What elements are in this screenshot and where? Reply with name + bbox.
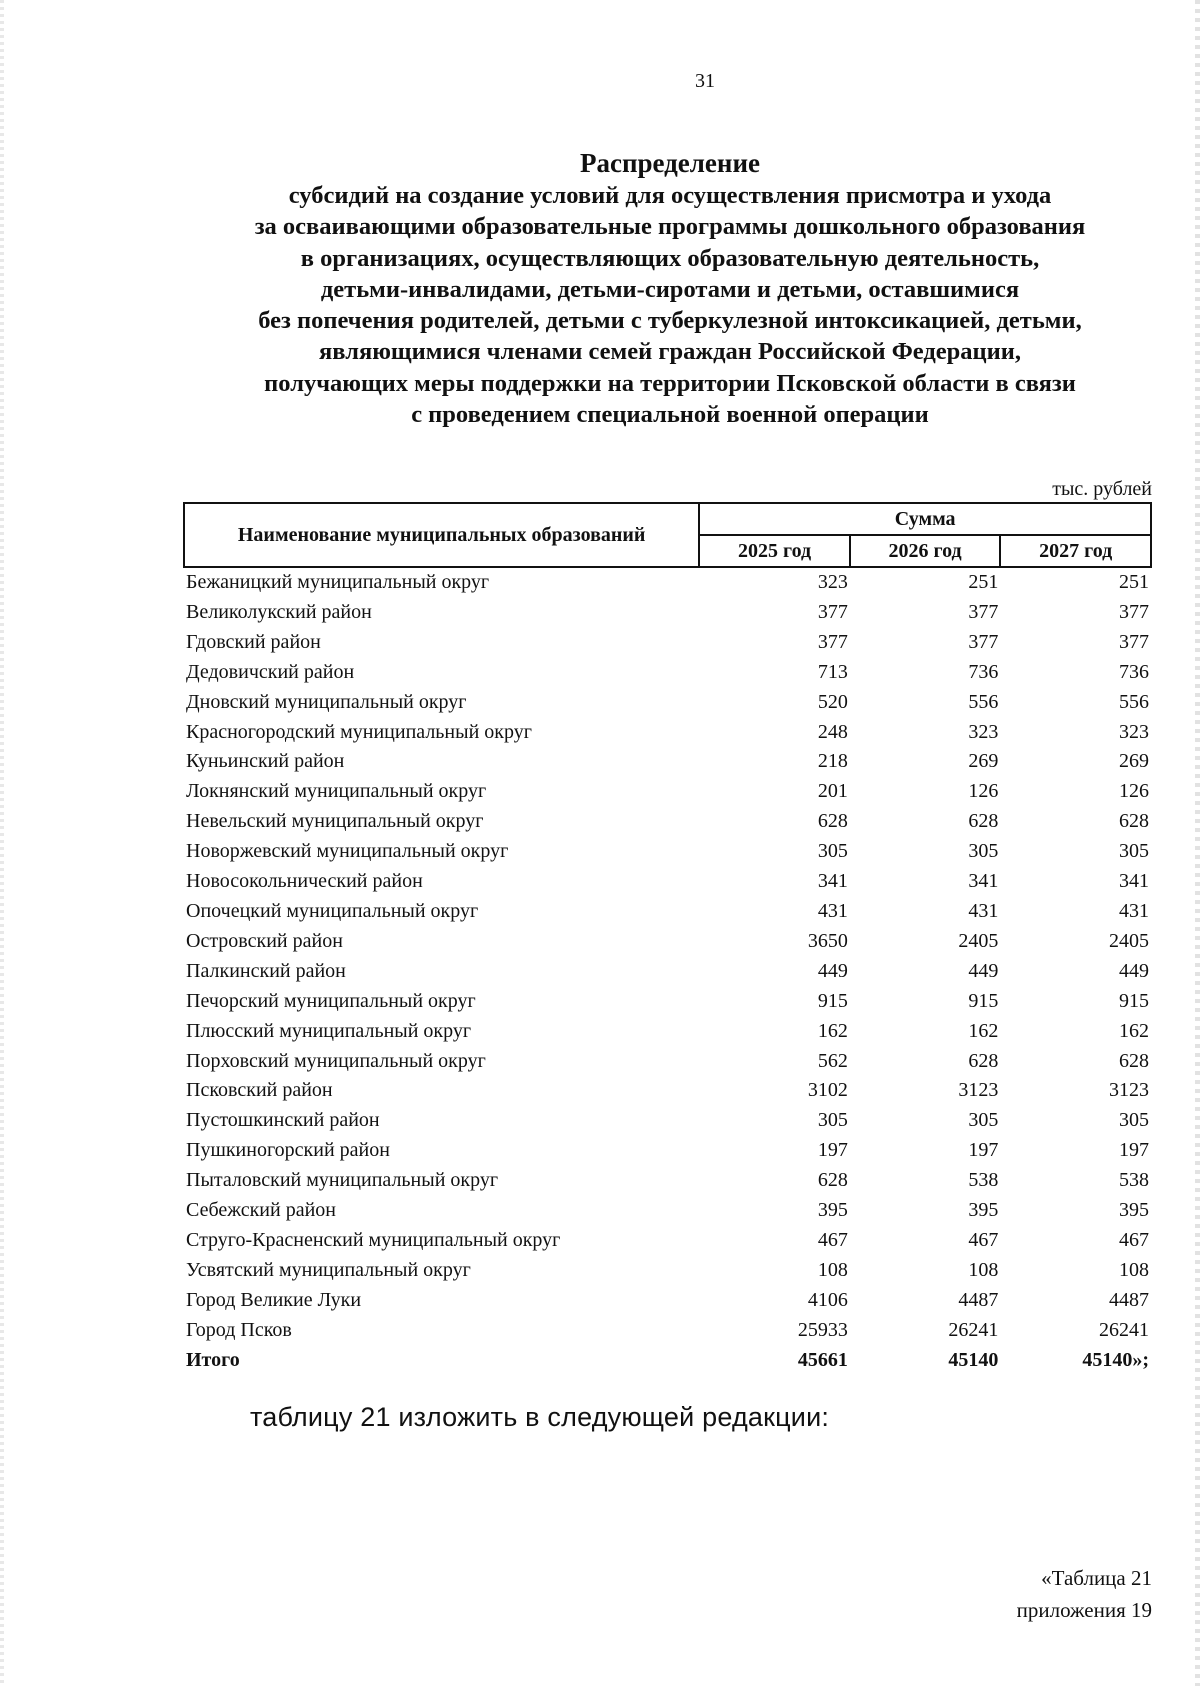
cell-municipality: Новоржевский муниципальный округ	[186, 840, 509, 863]
cell-2025: 628	[817, 810, 848, 833]
cell-2026: 628	[968, 810, 999, 833]
cell-municipality: Порховский муниципальный округ	[186, 1049, 486, 1072]
cell-2027: 4487	[1109, 1288, 1149, 1311]
cell-2027: 269	[1119, 750, 1149, 773]
table-row	[184, 1047, 1151, 1077]
cell-municipality: Пыталовский муниципальный округ	[186, 1169, 499, 1192]
cell-2025: 323	[817, 571, 848, 593]
cell-2025: 377	[817, 600, 848, 623]
cell-municipality: Плюсский муниципальный округ	[186, 1019, 472, 1042]
cell-municipality: Палкинский район	[186, 959, 346, 982]
title-line: являющимися членами семей граждан Российской Федерации,	[319, 338, 1021, 366]
cell-2026: 377	[968, 630, 999, 653]
units-label: тыс. рублей	[1052, 478, 1152, 500]
header-year-2027: 2027 год	[1000, 535, 1151, 567]
cell-2025: 248	[817, 720, 848, 743]
cell-2025: 467	[817, 1228, 848, 1251]
cell-municipality: Куньинский район	[186, 750, 345, 773]
cell-2026: 915	[968, 989, 999, 1012]
cell-2025: 218	[817, 750, 848, 773]
title-line: с проведением специальной военной операции	[411, 401, 929, 429]
title-line: субсидий на создание условий для осуществления присмотра и ухода	[288, 182, 1052, 209]
cell-2025: 4106	[807, 1288, 848, 1311]
cell-2027: 305	[1119, 840, 1149, 863]
table-row	[184, 658, 1151, 688]
cell-municipality: Новосокольнический район	[186, 870, 423, 893]
cell-2026: 736	[968, 660, 999, 683]
table-row	[184, 897, 1151, 927]
table-row	[184, 598, 1151, 628]
header-year-2026: 2026 год	[850, 535, 1001, 567]
cell-2027: 736	[1119, 660, 1149, 683]
cell-municipality: Гдовский район	[186, 630, 321, 653]
cell-2027: 3123	[1109, 1079, 1149, 1102]
cell-municipality: Бежаницкий муниципальный округ	[186, 571, 490, 593]
table-row	[184, 1017, 1151, 1047]
cell-municipality: Усвятский муниципальный округ	[186, 1258, 471, 1281]
table-row	[184, 1196, 1151, 1226]
cell-2027: 449	[1119, 959, 1149, 982]
title-line: за осваивающими образовательные программы дошкольного образования	[254, 213, 1086, 241]
cell-2027: 126	[1119, 780, 1149, 803]
cell-2026: 538	[968, 1169, 999, 1192]
cell-2025: 3102	[807, 1079, 848, 1102]
cell-2025: 449	[817, 959, 848, 982]
cell-municipality: Псковский район	[186, 1079, 333, 1102]
instruction-text: таблицу 21 изложить в следующей редакции:	[250, 1402, 830, 1432]
cell-municipality: Локнянский муниципальный округ	[186, 780, 487, 803]
cell-municipality: Великолукский район	[186, 600, 372, 623]
cell-2025: 628	[817, 1169, 848, 1192]
cell-2026: 449	[968, 959, 999, 982]
cell-2025: 305	[817, 840, 848, 863]
table-row	[184, 628, 1151, 658]
cell-2026: 108	[968, 1258, 999, 1281]
table-ref-line2: приложения 19	[1016, 1598, 1152, 1622]
cell-municipality: Островский район	[186, 929, 343, 952]
table-row	[184, 1256, 1151, 1286]
cell-2026: 126	[968, 780, 999, 803]
table-ref-line1: «Таблица 21	[1041, 1566, 1152, 1590]
cell-2025: 45661	[797, 1348, 848, 1371]
table-row	[184, 567, 1151, 598]
cell-2027: 628	[1119, 810, 1149, 833]
cell-2027: 45140»;	[1082, 1348, 1149, 1371]
table-row	[184, 688, 1151, 718]
cell-2027: 341	[1119, 870, 1149, 893]
cell-2027: 538	[1119, 1169, 1149, 1192]
cell-2026: 251	[968, 571, 999, 593]
table-row	[184, 1076, 1151, 1106]
table-row	[184, 1136, 1151, 1166]
cell-2025: 25933	[797, 1318, 848, 1341]
cell-2026: 3123	[958, 1079, 999, 1102]
cell-2027: 26241	[1099, 1318, 1149, 1341]
cell-municipality: Струго-Красненский муниципальный округ	[186, 1228, 561, 1251]
cell-2026: 323	[968, 720, 999, 743]
cell-municipality: Итого	[186, 1348, 240, 1371]
cell-municipality: Себежский район	[186, 1199, 336, 1222]
table-row	[184, 867, 1151, 897]
table-row	[184, 747, 1151, 777]
table-row	[184, 927, 1151, 957]
document-title	[150, 146, 1190, 430]
total-row	[184, 1346, 1151, 1376]
cell-2027: 197	[1119, 1139, 1149, 1162]
cell-2026: 395	[968, 1199, 999, 1222]
table-row	[184, 718, 1151, 748]
table-row	[184, 987, 1151, 1017]
cell-2027: 628	[1119, 1049, 1149, 1072]
cell-2025: 305	[817, 1109, 848, 1132]
cell-municipality: Город Псков	[186, 1318, 292, 1341]
cell-2026: 269	[968, 750, 999, 773]
cell-2025: 201	[817, 780, 848, 803]
cell-2025: 562	[817, 1049, 848, 1072]
table-row	[184, 1106, 1151, 1136]
cell-2025: 915	[817, 989, 848, 1012]
cell-2027: 556	[1119, 690, 1149, 713]
header-municipality: Наименование муниципальных образований	[184, 503, 699, 567]
cell-2025: 431	[817, 899, 848, 922]
cell-municipality: Пушкиногорский район	[186, 1139, 390, 1162]
table-reference	[1017, 1562, 1152, 1626]
scan-edge-left	[0, 0, 4, 1686]
cell-2025: 520	[817, 690, 848, 713]
title-line: без попечения родителей, детьми с туберкулезной интоксикацией, детьми,	[258, 307, 1082, 335]
table-row	[184, 807, 1151, 837]
cell-2025: 377	[817, 630, 848, 653]
title-main: Распределение	[579, 148, 761, 178]
table-body	[184, 567, 1151, 1375]
cell-municipality: Красногородский муниципальный округ	[186, 720, 532, 743]
cell-2026: 305	[968, 840, 999, 863]
header-year-2025: 2025 год	[699, 535, 850, 567]
cell-2027: 377	[1119, 630, 1149, 653]
cell-2026: 341	[968, 870, 999, 893]
table-row	[184, 1286, 1151, 1316]
cell-2025: 3650	[807, 929, 848, 952]
cell-2026: 377	[968, 600, 999, 623]
cell-2025: 713	[817, 660, 848, 683]
cell-2026: 197	[968, 1139, 999, 1162]
cell-2026: 556	[968, 690, 999, 713]
cell-2027: 323	[1119, 720, 1149, 743]
cell-2027: 251	[1119, 571, 1149, 593]
cell-2027: 467	[1119, 1228, 1149, 1251]
table-row	[184, 1316, 1151, 1346]
cell-2027: 377	[1119, 600, 1149, 623]
cell-municipality: Город Великие Луки	[186, 1288, 362, 1311]
cell-2025: 341	[817, 870, 848, 893]
cell-2026: 45140	[948, 1348, 999, 1371]
title-line: детьми-инвалидами, детьми-сиротами и детьми, оставшимися	[320, 275, 1020, 303]
cell-2026: 2405	[958, 929, 999, 952]
cell-municipality: Печорский муниципальный округ	[186, 989, 476, 1012]
cell-2025: 162	[817, 1019, 848, 1042]
cell-2027: 915	[1119, 989, 1149, 1012]
cell-2026: 26241	[948, 1318, 999, 1341]
cell-municipality: Невельский муниципальный округ	[186, 810, 484, 833]
cell-2027: 2405	[1109, 929, 1149, 952]
cell-municipality: Опочецкий муниципальный округ	[186, 899, 479, 922]
header-sum: Сумма	[699, 503, 1151, 535]
cell-2026: 431	[968, 899, 999, 922]
subsidy-table	[183, 502, 1152, 1375]
cell-2026: 628	[968, 1049, 999, 1072]
cell-2027: 395	[1119, 1199, 1149, 1222]
cell-2027: 162	[1119, 1019, 1149, 1042]
page-number: 31	[695, 70, 715, 92]
table-row	[184, 957, 1151, 987]
cell-municipality: Пустошкинский район	[186, 1109, 380, 1132]
cell-municipality: Дновский муниципальный округ	[186, 690, 467, 713]
cell-2026: 4487	[958, 1288, 999, 1311]
cell-2027: 108	[1119, 1258, 1149, 1281]
cell-2025: 108	[817, 1258, 848, 1281]
title-line: получающих меры поддержки на территории Псковской области в связи	[264, 369, 1076, 397]
cell-2027: 431	[1119, 899, 1149, 922]
cell-municipality: Дедовичский район	[186, 660, 355, 683]
table-row	[184, 1166, 1151, 1196]
scan-edge-right	[1195, 0, 1200, 1686]
table-row	[184, 777, 1151, 807]
cell-2026: 467	[968, 1228, 999, 1251]
cell-2025: 395	[817, 1199, 848, 1222]
table-row	[184, 837, 1151, 867]
cell-2026: 162	[968, 1019, 999, 1042]
table-row	[184, 1226, 1151, 1256]
cell-2027: 305	[1119, 1109, 1149, 1132]
cell-2025: 197	[817, 1139, 848, 1162]
cell-2026: 305	[968, 1109, 999, 1132]
title-line: в организациях, осуществляющих образовательную деятельность,	[300, 244, 1040, 272]
